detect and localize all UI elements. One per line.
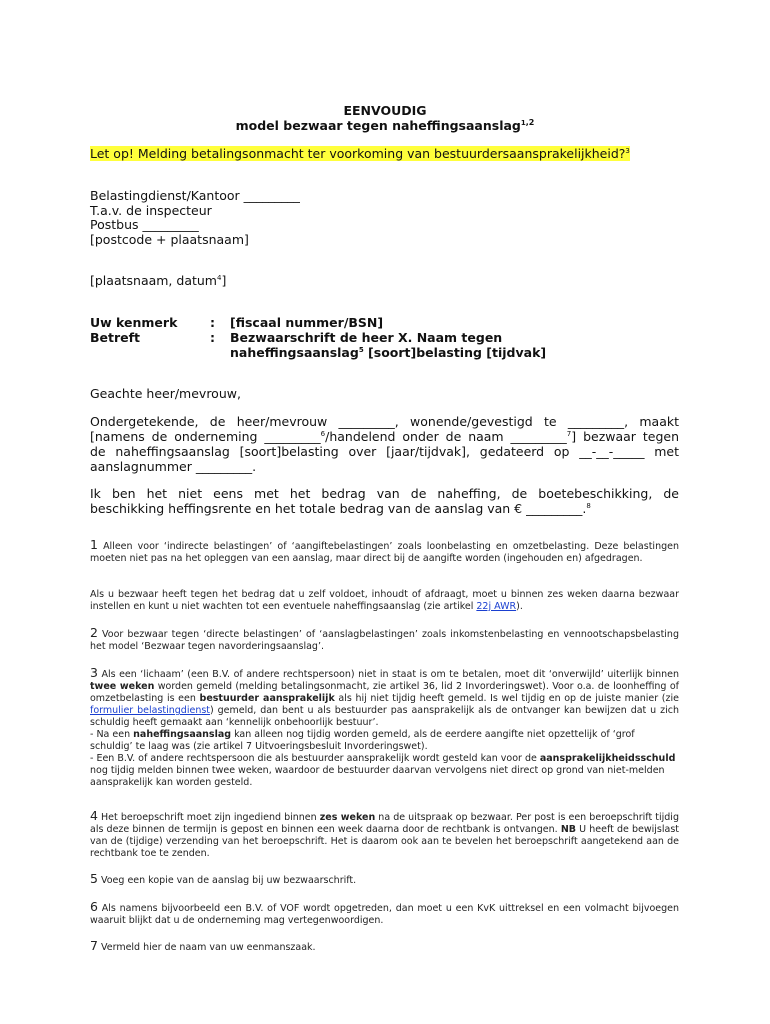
- address-block: [90, 189, 300, 247]
- reference-value-betreft-2: [230, 345, 546, 360]
- reference-label-kenmerk: Uw kenmerk: [90, 315, 178, 330]
- footnote-3: [90, 667, 679, 789]
- footnote-6: [90, 901, 679, 927]
- footnote-5: [90, 873, 679, 887]
- footnote-text: Als u bezwaar heeft tegen het bedrag dat u zelf voldoet, inhoudt of afdraagt, moet u binnen zes weken daarna bezwaar instellen en kunt u niet wachten tot een eventuele naheffingsaanslag (zie artikel: [90, 589, 679, 612]
- footnote-bold: naheffingsaanslag: [133, 729, 232, 740]
- footnote-number: 7: [90, 938, 98, 953]
- body-text: [namens de onderneming _________: [90, 429, 321, 444]
- footnote-text: als hij niet tijdig heeft gemeld. Is wel tijdig en op de juiste manier (zie: [334, 693, 679, 704]
- footnote-text: Voeg een kopie van de aanslag bij uw bezwaarschrift.: [97, 875, 357, 886]
- footnote-1b: [90, 589, 679, 613]
- footnote-ref-2: ,2: [525, 117, 535, 127]
- warning-line: [90, 146, 630, 161]
- footnote-text: - Een B.V. of andere rechtspersoon die als bestuurder aansprakelijk wordt gesteld kan voor de: [90, 753, 540, 764]
- reference-value-part: naheffingsaanslag: [230, 345, 359, 360]
- footnote-text: kan alleen nog tijdig worden gemeld, als de eerdere aangifte niet opzettelijk of ‘grof schuldig’ te laag was (zie artikel 7 Uitvoeringsbesluit Invorderingswet).: [90, 729, 635, 752]
- footnote-text: ).: [516, 601, 523, 612]
- footnote-bold: aansprakelijkheidsschuld: [539, 753, 676, 764]
- reference-row-betreft: [90, 330, 690, 345]
- address-line: [postcode + plaatsnaam]: [90, 231, 249, 247]
- place-date-text: [plaatsnaam, datum: [90, 273, 217, 288]
- footnote-text: ) gemeld, dan bent u als bestuurder pas aansprakelijk als de ontvanger kan bewijzen dat u zich schuldig heeft gemaakt aan ‘kennelijk onbehoorlijk bestuur’.: [90, 705, 679, 728]
- footnote-bold: bestuurder aansprakelijk: [199, 693, 335, 704]
- reference-block: [90, 315, 690, 360]
- warning-highlight: [90, 146, 630, 161]
- footnote-text: worden gemeld (melding betalingsonmacht, zie artikel 36, lid 2 Invorderingswet). Voor o.a. de loonheffing of omzetbelasting is een: [90, 681, 679, 704]
- reference-value-part: [soort]belasting [tijdvak]: [363, 345, 547, 360]
- footnote-ref-4: 4: [216, 273, 222, 282]
- place-date: [90, 273, 226, 288]
- body-line: [90, 501, 679, 516]
- footnote-3-dash-2: [90, 753, 679, 789]
- body-line: de naheffingsaanslag [soort]belasting over [jaar/tijdvak], gedateerd op __-__-_____ met: [90, 444, 679, 459]
- body-line: Ondergetekende, de heer/mevrouw _________, wonende/gevestigd te _________, maakt: [90, 414, 679, 429]
- body-paragraph-1: [90, 414, 679, 474]
- footnote-number: 1: [90, 537, 98, 552]
- footnote-2: [90, 627, 679, 653]
- salutation: Geachte heer/mevrouw,: [90, 386, 241, 401]
- footnote-1: [90, 539, 679, 565]
- reference-label-betreft: Betreft: [90, 330, 141, 345]
- footnote-text: Vermeld hier de naam van uw eenmanszaak.: [97, 942, 316, 953]
- footnote-ref-6: 6: [320, 429, 326, 438]
- footnote-text: Als een ‘lichaam’ (een B.V. of andere rechtspersoon) niet in staat is om te betalen, moet dit ‘onverwijld’ uiterlijk binnen: [97, 669, 679, 680]
- reference-colon: :: [210, 330, 215, 345]
- footnote-number: 2: [90, 625, 98, 640]
- footnote-number: 3: [90, 665, 98, 680]
- footnote-ref-1: 1: [520, 118, 526, 127]
- footnote-text: na de uitspraak op bezwaar. Per post is een beroepschrift tijdig als deze binnen de termijn is gepost en binnen een week daarna door de rechtbank is ontvangen.: [90, 812, 679, 835]
- footnote-4: [90, 810, 679, 860]
- body-paragraph-2: [90, 486, 679, 516]
- footnote-ref-7: 7: [566, 429, 572, 438]
- title-line-2: [90, 118, 680, 133]
- footnote-3-dash-1: [90, 729, 679, 753]
- body-text: ] bezwaar tegen: [571, 429, 679, 444]
- reference-value-kenmerk: [fiscaal nummer/BSN]: [230, 315, 384, 330]
- footnote-text: nog tijdig melden binnen twee weken, waardoor de bestuurder daarvan vervolgens niet direct op grond van niet-melden aansprakelijk kan worden gesteld.: [90, 765, 665, 788]
- footnote-bold: NB: [560, 824, 577, 835]
- footnote-text: - Na een: [90, 729, 134, 740]
- reference-colon: :: [210, 315, 215, 330]
- reference-value-betreft: Bezwaarschrift de heer X. Naam tegen: [230, 330, 503, 345]
- body-line: Ik ben het niet eens met het bedrag van de naheffing, de boetebeschikking, de: [90, 486, 679, 501]
- body-line: aanslagnummer _________.: [90, 459, 257, 474]
- footnote-text: Als namens bijvoorbeeld een B.V. of VOF wordt opgetreden, dan moet u een KvK uittreksel en een volmacht bijvoegen waaruit blijkt dat u de onderneming mag vertegenwoordigen.: [90, 903, 679, 926]
- footnote-bold: twee weken: [90, 681, 155, 692]
- address-line: Postbus _________: [90, 217, 199, 232]
- footnote-number: 4: [90, 808, 98, 823]
- belastingdienst-form-link[interactable]: formulier belastingdienst: [90, 705, 211, 716]
- doc-title: [90, 103, 680, 133]
- footnote-3-paragraph: [90, 667, 679, 729]
- footnote-ref-3: 3: [625, 146, 630, 155]
- footnote-ref-8: 8: [586, 501, 591, 510]
- footnote-number: 5: [90, 871, 98, 886]
- title-text: model bezwaar tegen naheffingsaanslag: [235, 118, 521, 133]
- body-line: [90, 429, 679, 444]
- footnote-text: Voor bezwaar tegen ‘directe belastingen’ of ‘aanslagbelastingen’ zoals inkomstenbelasting en vennootschapsbelasting het model ‘Bezwaar tegen navorderingsaanslag’.: [90, 629, 679, 652]
- footnote-text: U heeft de bewijslast van de (tijdige) verzending van het beroepschrift. Het is daarom ook aan te bevelen het beroepschrift aangetekend aan de rechtbank toe te zenden.: [90, 824, 679, 859]
- reference-row-betreft-2: [90, 345, 690, 360]
- address-line: Belastingdienst/Kantoor _________: [90, 188, 300, 203]
- place-date-close: ]: [221, 273, 227, 288]
- body-text: /handelend onder de naam _________: [325, 429, 567, 444]
- footnote-ref-5: 5: [358, 345, 364, 354]
- awr-article-link[interactable]: 22j AWR: [476, 601, 517, 612]
- footnote-7: [90, 940, 679, 954]
- warning-text: Let op! Melding betalingsonmacht ter voorkoming van bestuurdersaansprakelijkheid?: [90, 146, 626, 161]
- reference-row-kenmerk: [90, 315, 690, 330]
- footnote-text: Het beroepschrift moet zijn ingediend binnen: [97, 812, 320, 823]
- address-line: T.a.v. de inspecteur: [90, 202, 212, 218]
- title-line-1: EENVOUDIG: [343, 103, 427, 118]
- footnote-bold: zes weken: [319, 812, 376, 823]
- footnote-number: 6: [90, 899, 98, 914]
- body-text: beschikking heffingsrente en het totale bedrag van de aanslag van € _________.: [90, 501, 587, 516]
- footnote-text: Alleen voor ‘indirecte belastingen’ of ‘aangiftebelastingen’ zoals loonbelasting en omzetbelasting. Deze belastingen moeten niet pas na het opleggen van een aanslag, maar direct bij de aangifte worden (ingehouden en) afgedragen.: [90, 541, 679, 564]
